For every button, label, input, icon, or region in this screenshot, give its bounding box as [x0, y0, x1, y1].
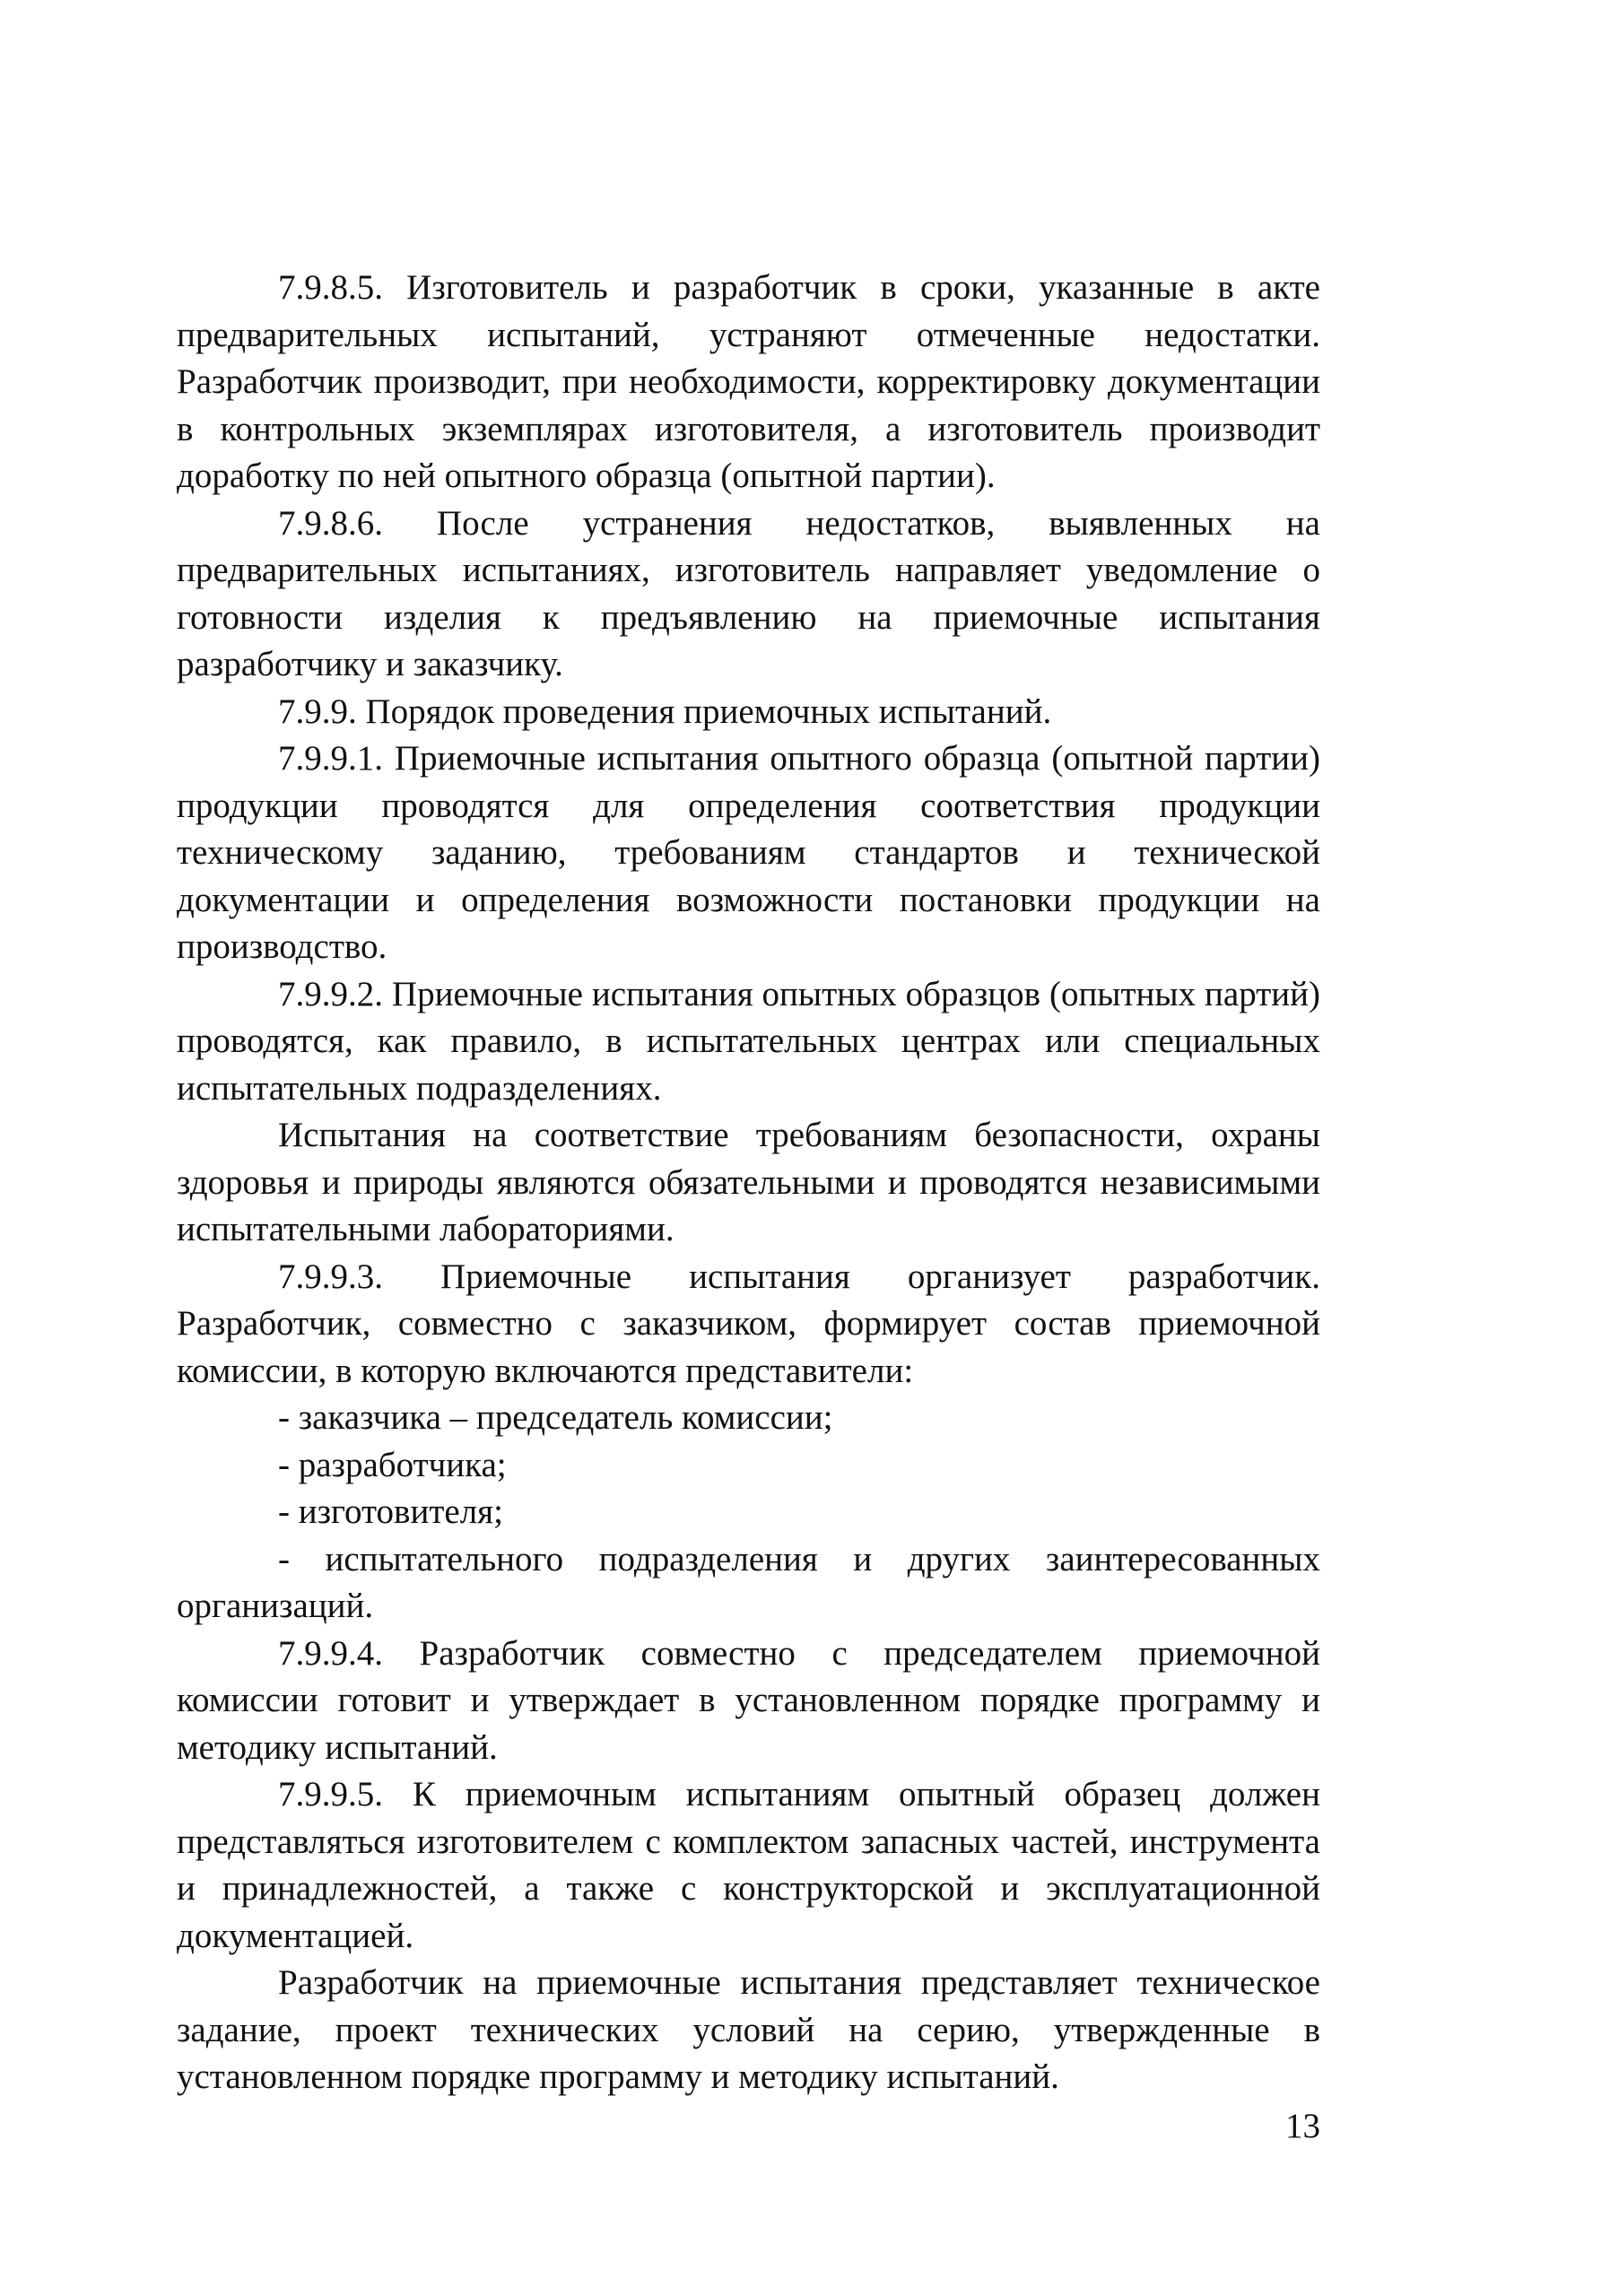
document-page — [177, 265, 1320, 2101]
paragraph-7-9-9-heading: 7.9.9. Порядок проведения приемочных испытаний. — [278, 691, 1052, 731]
paragraph-7-9-9-3: 7.9.9.3. Приемочные испытания организует разработчик. Разработчик, совместно с заказчиком, формирует состав приемочной комиссии, в которую включаются представители: — [177, 1257, 1320, 1390]
list-item-test-division: - испытательного подразделения и других заинтересованных организаций. — [177, 1539, 1320, 1625]
paragraph-developer-submits: Разработчик на приемочные испытания представляет техническое задание, проект технических условий на серию, утвержденные в установленном порядке программу и методику испытаний. — [177, 1963, 1320, 2096]
paragraph-7-9-8-5: 7.9.8.5. Изготовитель и разработчик в сроки, указанные в акте предварительных испытаний, устраняют отмеченные недостатки. Разработчик производит, при необходимости, корректировку документации в контрольных экземплярах изготовителя, а изготовитель производит доработку по ней опытного образца (опытной партии). — [177, 268, 1320, 495]
paragraph-7-9-9-1: 7.9.9.1. Приемочные испытания опытного образца (опытной партии) продукции проводятся для определения соответствия продукции техническому заданию, требованиям стандартов и технической документации и определения возможности постановки продукции на производство. — [177, 739, 1320, 966]
paragraph-7-9-9-5: 7.9.9.5. К приемочным испытаниям опытный образец должен представляться изготовителем с комплектом запасных частей, инструмента и принадлежностей, а также с конструкторской и эксплуатационной документацией. — [177, 1775, 1320, 1955]
list-item-manufacturer: - изготовителя; — [278, 1492, 503, 1531]
paragraph-safety-tests: Испытания на соответствие требованиям безопасности, охраны здоровья и природы являются обязательными и проводятся независимыми испытательными лабораториями. — [177, 1116, 1320, 1248]
list-item-customer: - заказчика – председатель комиссии; — [278, 1398, 833, 1437]
paragraph-7-9-9-2: 7.9.9.2. Приемочные испытания опытных образцов (опытных партий) проводятся, как правило, в испытательных центрах или специальных испытательных подразделениях. — [177, 974, 1320, 1108]
paragraph-7-9-8-6: 7.9.8.6. После устранения недостатков, выявленных на предварительных испытаниях, изготовитель направляет уведомление о готовности изделия к предъявлению на приемочные испытания разработчику и заказчику. — [177, 503, 1320, 683]
paragraph-7-9-9-4: 7.9.9.4. Разработчик совместно с председателем приемочной комиссии готовит и утверждает в установленном порядке программу и методику испытаний. — [177, 1633, 1320, 1767]
list-item-developer: - разработчика; — [278, 1445, 507, 1484]
page-number: 13 — [1285, 2107, 1320, 2145]
